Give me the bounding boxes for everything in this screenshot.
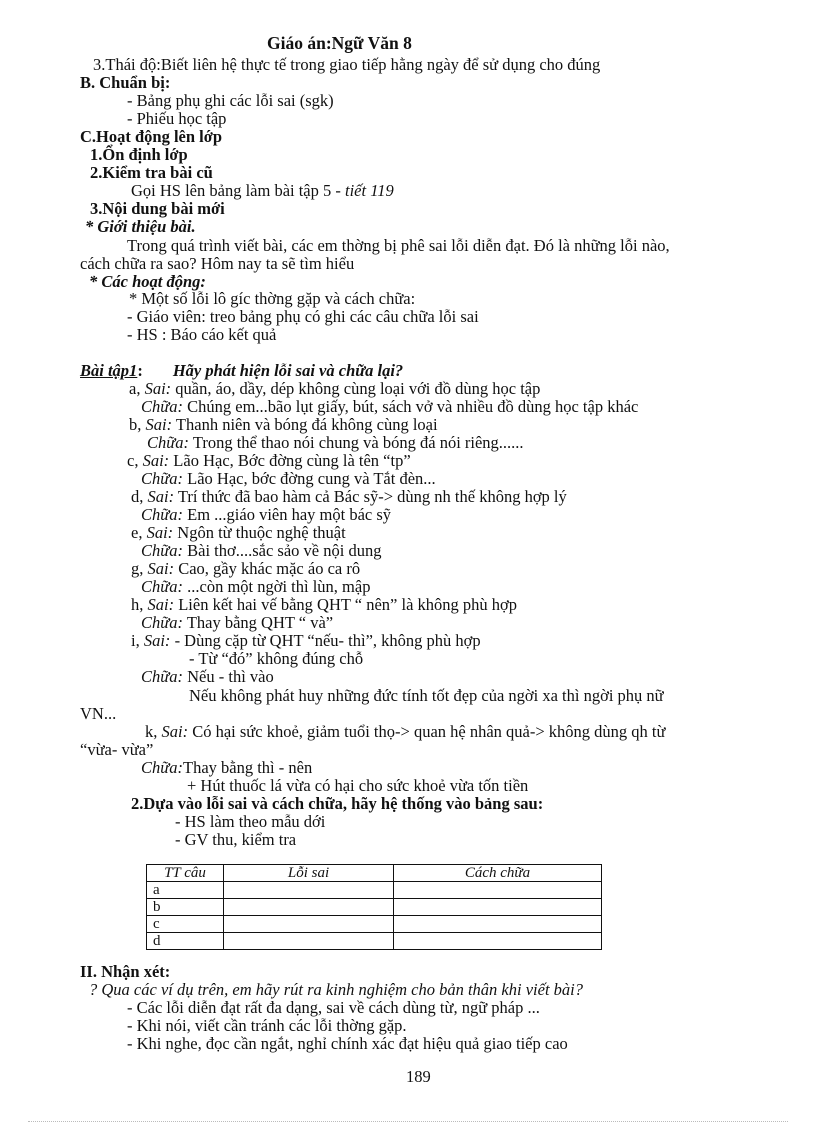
table-cell: a xyxy=(147,882,224,899)
prep-item: - Bảng phụ ghi các lỗi sai (sgk) xyxy=(127,91,334,110)
page-number: 189 xyxy=(406,1067,431,1086)
exercise2-heading: 2.Dựa vào lỗi sai và cách chữa, hãy hệ thống vào bảng sau: xyxy=(131,794,544,813)
answer-h-fix: Chữa: Thay bằng QHT “ và” xyxy=(141,613,334,632)
answer-h-error: h, Sai: Liên kết hai vế bằng QHT “ nên” là không phù hợp xyxy=(131,595,518,614)
table-cell xyxy=(394,916,602,933)
remarks-item: - Khi nói, viết cần tránh các lỗi thờng gặp. xyxy=(127,1016,407,1035)
prep-heading: B. Chuẩn bị: xyxy=(80,73,171,92)
intro-heading: * Giới thiệu bài. xyxy=(85,217,196,236)
table-cell xyxy=(394,882,602,899)
answer-i-error: i, Sai: - Dùng cặp từ QHT “nếu- thì”, không phù hợp xyxy=(131,631,481,650)
activity-item: - HS : Báo cáo kết quả xyxy=(127,325,277,344)
attitude-line: 3.Thái độ:Biết liên hệ thực tế trong giao tiếp hằng ngày để sử dụng cho đúng xyxy=(93,55,601,74)
table-cell: c xyxy=(147,916,224,933)
prep-item: - Phiếu học tập xyxy=(127,109,227,128)
table-cell xyxy=(394,933,602,950)
answer-d-error: d, Sai: Trí thức đã bao hàm cả Bác sỹ-> dùng nh thế không hợp lý xyxy=(131,487,567,506)
section-2-heading: 2.Kiểm tra bài cũ xyxy=(90,163,213,182)
table-row xyxy=(147,916,602,933)
homework-check-text: Gọi HS lên bảng làm bài tập 5 - xyxy=(131,181,341,200)
remarks-item: - Các lỗi diễn đạt rất đa dạng, sai về cách dùng từ, ngữ pháp ... xyxy=(127,998,540,1017)
error-summary-table xyxy=(146,864,602,950)
answer-k-error: k, Sai: Có hại sức khoẻ, giảm tuổi thọ-> quan hệ nhân quả-> không dùng qh từ xyxy=(145,722,666,741)
table-row xyxy=(147,933,602,950)
answer-c-fix: Chữa: Lão Hạc, bớc đờng cung và Tắt đèn... xyxy=(141,469,436,488)
answer-e-fix: Chữa: Bài thơ....sắc sảo về nội dung xyxy=(141,541,382,560)
answer-k-fix: Chữa:Thay bằng thì - nên xyxy=(141,758,313,777)
exercise2-item: - HS làm theo mẫu dới xyxy=(175,812,326,831)
page-title: Giáo án:Ngữ Văn 8 xyxy=(267,33,412,53)
activity-item: - Giáo viên: treo bảng phụ có ghi các câu chữa lỗi sai xyxy=(127,307,479,326)
exercise1-prompt: Hãy phát hiện lỗi sai và chữa lại? xyxy=(172,361,404,380)
remarks-heading: II. Nhận xét: xyxy=(80,962,171,981)
page-bottom-divider xyxy=(28,1121,788,1122)
table-cell: b xyxy=(147,899,224,916)
answer-b-error: b, Sai: Thanh niên và bóng đá không cùng loại xyxy=(129,415,438,434)
table-cell xyxy=(224,933,394,950)
exercise2-item: - GV thu, kiểm tra xyxy=(175,830,297,849)
exercise1-colon: : xyxy=(137,361,143,380)
table-cell xyxy=(224,916,394,933)
answer-i-paragraph: VN... xyxy=(80,704,117,723)
table-row xyxy=(147,899,602,916)
activities-subheading: * Các hoạt động: xyxy=(89,272,206,291)
answer-e-error: e, Sai: Ngôn từ thuộc nghệ thuật xyxy=(131,523,346,542)
answer-i-error-2: - Từ “đó” không đúng chỗ xyxy=(189,649,364,668)
answer-k-error-2: “vừa- vừa” xyxy=(80,740,154,759)
answer-c-error: c, Sai: Lão Hạc, Bớc đờng cùng là tên “tp” xyxy=(127,451,411,470)
table-header-cell: Cách chữa xyxy=(394,865,602,882)
table-row xyxy=(147,882,602,899)
answer-i-paragraph: Nếu không phát huy những đức tính tốt đẹp của ngời xa thì ngời phụ nữ xyxy=(189,686,664,705)
remarks-item: - Khi nghe, đọc cần ngắt, nghỉ chính xác đạt hiệu quả giao tiếp cao xyxy=(127,1034,568,1053)
answer-i-fix: Chữa: Nếu - thì vào xyxy=(141,667,274,686)
table-cell xyxy=(224,899,394,916)
activity-item: * Một số lỗi lô gíc thờng gặp và cách chữa: xyxy=(129,289,416,308)
intro-paragraph-line: Trong quá trình viết bài, các em thờng bị phê sai lỗi diễn đạt. Đó là những lỗi nào, xyxy=(127,236,670,255)
section-1-heading: 1.Ổn định lớp xyxy=(90,145,188,164)
answer-a-error: a, Sai: quần, áo, dầy, dép không cùng loại với đồ dùng học tập xyxy=(129,379,541,398)
exercise1-label: Bài tập1 xyxy=(80,361,138,380)
table-header-cell: Lỗi sai xyxy=(224,865,394,882)
answer-d-fix: Chữa: Em ...giáo viên hay một bác sỹ xyxy=(141,505,392,524)
activities-heading: C.Hoạt động lên lớp xyxy=(80,127,223,146)
answer-a-fix: Chữa: Chúng em...bão lụt giấy, bút, sách vở và nhiều đồ dùng học tập khác xyxy=(141,397,639,416)
answer-b-fix: Chữa: Trong thể thao nói chung và bóng đá nói riêng...... xyxy=(147,433,524,452)
table-header-cell: TT câu xyxy=(147,865,224,882)
remarks-question: ? Qua các ví dụ trên, em hãy rút ra kinh nghiệm cho bản thân khi viết bài? xyxy=(89,980,583,999)
intro-paragraph-line: cách chữa ra sao? Hôm nay ta sẽ tìm hiểu xyxy=(80,254,355,273)
answer-k-fix-2: + Hút thuốc lá vừa có hại cho sức khoẻ vừa tốn tiền xyxy=(187,776,529,795)
homework-check-line xyxy=(131,182,394,200)
answer-g-error: g, Sai: Cao, gầy khác mặc áo ca rô xyxy=(131,559,361,578)
exercise1-heading xyxy=(80,362,403,380)
section-3-heading: 3.Nội dung bài mới xyxy=(90,199,225,218)
homework-lesson-ref: tiết 119 xyxy=(345,181,394,200)
table-cell xyxy=(224,882,394,899)
table-header-row xyxy=(147,865,602,882)
table-cell: d xyxy=(147,933,224,950)
answer-g-fix: Chữa: ...còn một ngời thì lùn, mập xyxy=(141,577,371,596)
table-cell xyxy=(394,899,602,916)
